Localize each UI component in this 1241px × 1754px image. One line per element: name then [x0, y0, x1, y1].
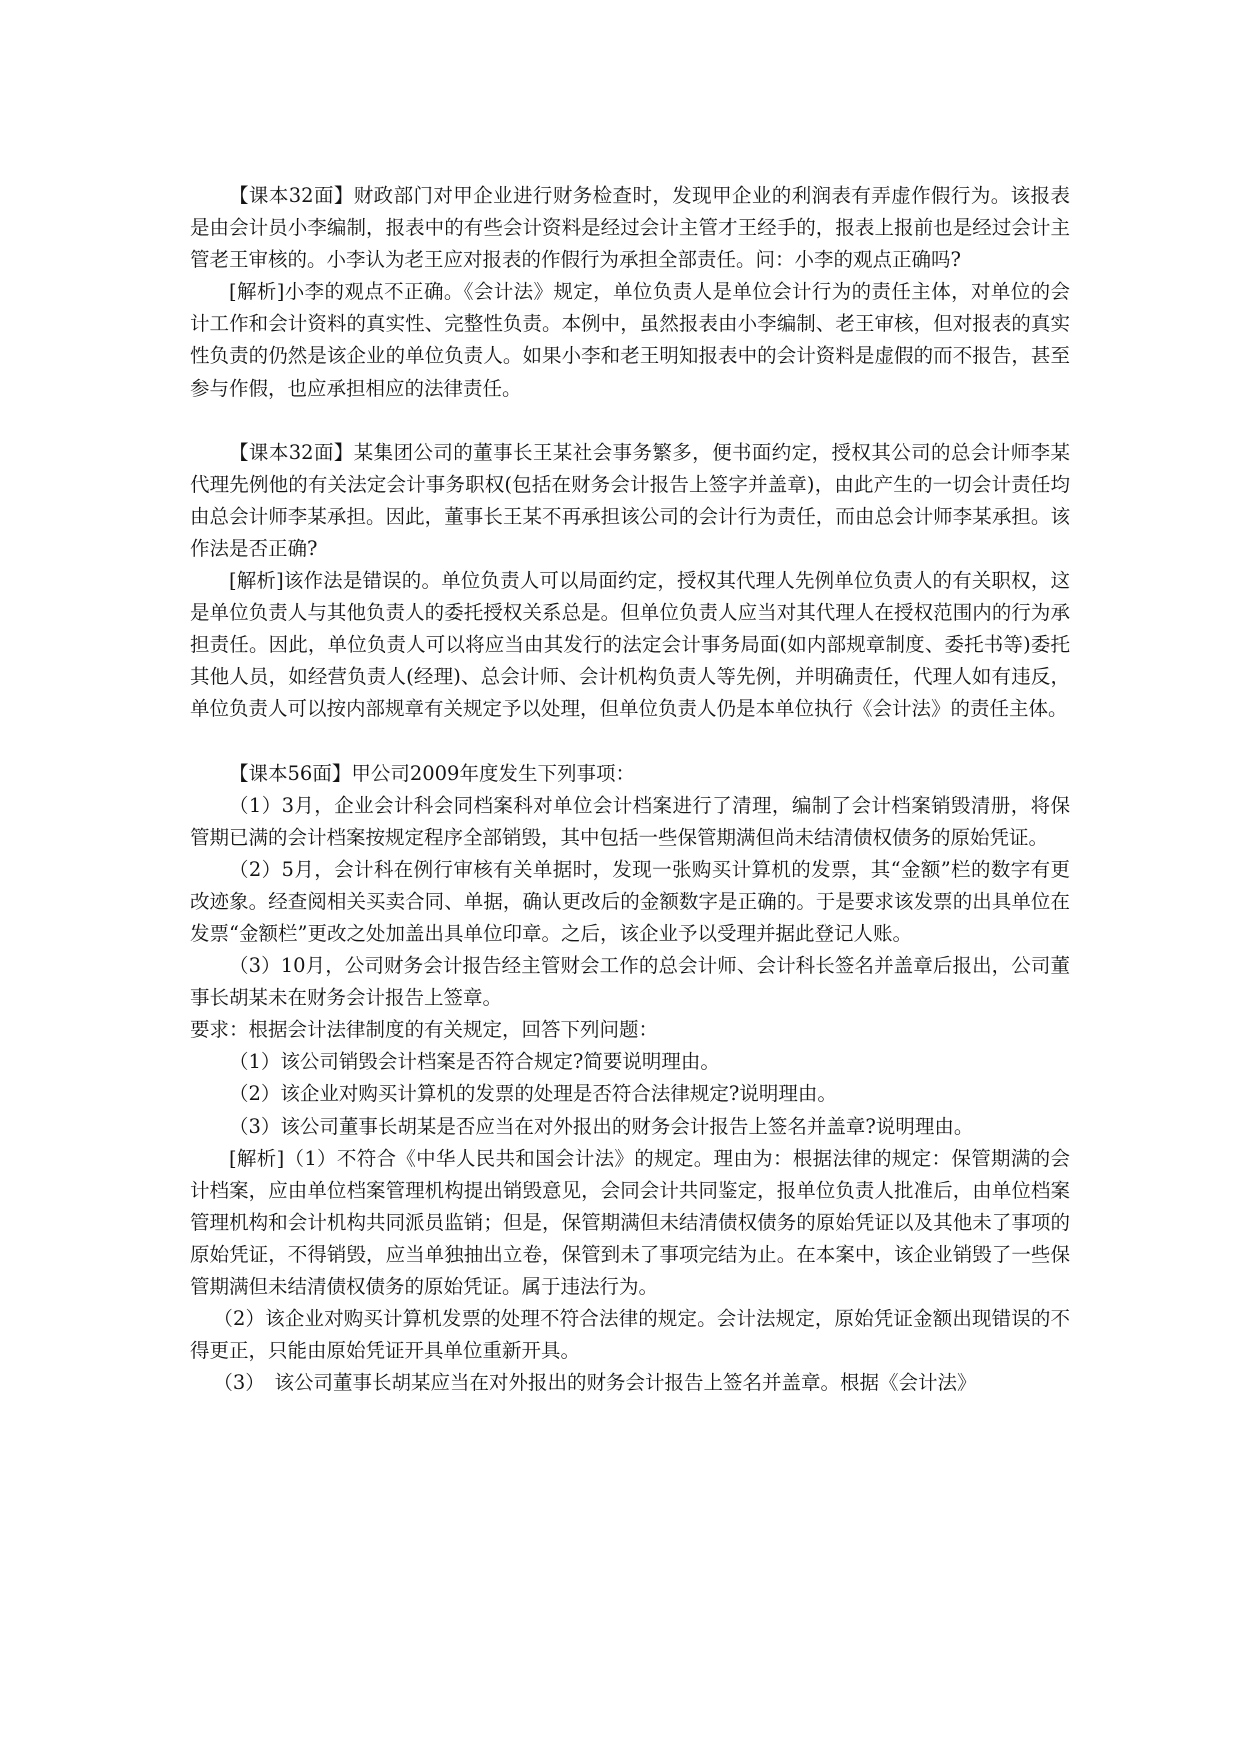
requirement-1: （1）该公司销毁会计档案是否符合规定?简要说明理由。 [229, 1050, 720, 1074]
case-section-2 [190, 437, 1070, 726]
requirement-3: （3）该公司董事长胡某是否应当在对外报出的财务会计报告上签名并盖章?说明理由。 [229, 1114, 974, 1138]
analysis-3: （3） 该公司董事长胡某应当在对外报出的财务会计报告上签名并盖章。根据《会计法》 [213, 1371, 977, 1395]
case-section-1 [190, 180, 1070, 405]
case-question: 【课本32面】财政部门对甲企业进行财务检查时，发现甲企业的利润表有弄虚作假行为。该报表是由会计员小李编制，报表中的有些会计资料是经过会计主管才王经手的，报表上报前也是经过会计主管老王审核的。小李认为老王应对报表的作假行为承担全部责任。问：小李的观点正确吗? [190, 184, 1070, 272]
analysis-1: [解析]（1）不符合《中华人民共和国会计法》的规定。理由为：根据法律的规定：保管期满的会计档案，应由单位档案管理机构提出销毁意见，会同会计共同鉴定，报单位负责人批准后，由单位档案管理机构和会计机构共同派员监销；但是，保管期满但未结清债权债务的原始凭证以及其他未了事项的原始凭证，不得销毁，应当单独抽出立卷，保管到未了事项完结为止。在本案中，该企业销毁了一些保管期满但未结清债权债务的原始凭证。属于违法行为。 [190, 1146, 1070, 1298]
case-item-3: （3）10月，公司财务会计报告经主管财会工作的总会计师、会计科长签名并盖章后报出，公司董事长胡某未在财务会计报告上签章。 [190, 954, 1070, 1010]
document-page [190, 180, 1070, 1399]
analysis-2: （2）该企业对购买计算机发票的处理不符合法律的规定。会计法规定，原始凭证金额出现错误的不得更正，只能由原始凭证开具单位重新开具。 [190, 1307, 1070, 1363]
requirements-heading: 要求：根据会计法律制度的有关规定，回答下列问题： [190, 1018, 659, 1042]
case-item-1: （1）3月，企业会计科会同档案科对单位会计档案进行了清理，编制了会计档案销毁清册，将保管期已满的会计档案按规定程序全部销毁，其中包括一些保管期满但尚未结清债权债务的原始凭证。 [190, 793, 1070, 849]
case-item-2: （2）5月，会计科在例行审核有关单据时，发现一张购买计算机的发票，其“金额”栏的数字有更改迹象。经查阅相关买卖合同、单据，确认更改后的金额数字是正确的。于是要求该发票的出具单位在发票“金额栏”更改之处加盖出具单位印章。之后，该企业予以受理并据此登记人账。 [190, 857, 1070, 945]
requirement-2: （2）该企业对购买计算机的发票的处理是否符合法律规定?说明理由。 [229, 1082, 837, 1106]
case-question: 【课本32面】某集团公司的董事长王某社会事务繁多，便书面约定，授权其公司的总会计师李某代理先例他的有关法定会计事务职权(包括在财务会计报告上签字并盖章)，由此产生的一切会计责任均由总会计师李某承担。因此，董事长王某不再承担该公司的会计行为责任，而由总会计师李某承担。该作法是否正确? [190, 440, 1070, 560]
case-analysis: [解析]该作法是错误的。单位负责人可以局面约定，授权其代理人先例单位负责人的有关职权，这是单位负责人与其他负责人的委托授权关系总是。但单位负责人应当对其代理人在授权范围内的行为承担责任。因此，单位负责人可以将应当由其发行的法定会计事务局面(如内部规章制度、委托书等)委托其他人员，如经营负责人(经理)、总会计师、会计机构负责人等先例，并明确责任，代理人如有违反，单位负责人可以按内部规章有关规定予以处理，但单位负责人仍是本单位执行《会计法》的责任主体。 [190, 569, 1070, 721]
case-section-3 [190, 758, 1070, 1400]
case-intro: 【课本56面】甲公司2009年度发生下列事项： [229, 761, 635, 785]
case-analysis: [解析]小李的观点不正确。《会计法》规定，单位负责人是单位会计行为的责任主体，对单位的会计工作和会计资料的真实性、完整性负责。本例中，虽然报表由小李编制、老王审核，但对报表的真实性负责的仍然是该企业的单位负责人。如果小李和老王明知报表中的会计资料是虚假的而不报告，甚至参与作假，也应承担相应的法律责任。 [190, 280, 1070, 400]
